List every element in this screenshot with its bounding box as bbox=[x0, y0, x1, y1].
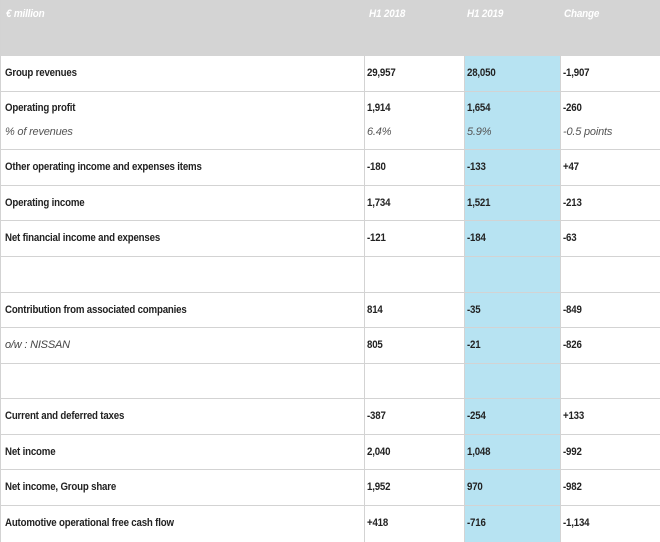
table-row bbox=[1, 435, 660, 470]
cell-h1-2018: 805 bbox=[367, 339, 383, 351]
cell-h1-2018: 29,957 bbox=[367, 67, 396, 79]
cell-change: -1,134 bbox=[563, 517, 590, 529]
row-label: o/w : NISSAN bbox=[5, 339, 70, 351]
cell-h1-2018: +418 bbox=[367, 517, 389, 529]
cell-h1-2019: -21 bbox=[467, 339, 481, 351]
row-label: Automotive operational free cash flow bbox=[5, 517, 174, 529]
column-divider bbox=[364, 56, 365, 542]
cell-h1-2019: -184 bbox=[467, 232, 486, 244]
cell-h1-2019: -254 bbox=[467, 410, 486, 422]
table-row bbox=[1, 221, 660, 257]
cell-change: -1,907 bbox=[563, 67, 590, 79]
row-label: Group revenues bbox=[5, 67, 77, 79]
column-divider bbox=[560, 56, 561, 542]
cell-change: +133 bbox=[563, 410, 585, 422]
table-row bbox=[1, 470, 660, 506]
row-label: Operating profit bbox=[5, 102, 76, 114]
row-label: Net income, Group share bbox=[5, 481, 117, 493]
row-label: Current and deferred taxes bbox=[5, 410, 125, 422]
header-h1-2018: H1 2018 bbox=[369, 8, 406, 20]
cell-change: -982 bbox=[563, 481, 582, 493]
table-header bbox=[1, 0, 660, 56]
cell-sub-change: -0.5 points bbox=[563, 126, 613, 138]
cell-h1-2018: -121 bbox=[367, 232, 386, 244]
cell-h1-2018: -387 bbox=[367, 410, 386, 422]
cell-h1-2018: 814 bbox=[367, 304, 383, 316]
header-h1-2019: H1 2019 bbox=[467, 8, 504, 20]
cell-change: -826 bbox=[563, 339, 582, 351]
table-row bbox=[1, 186, 660, 221]
cell-h1-2019: -716 bbox=[467, 517, 486, 529]
cell-sub-h1-2019: 5.9% bbox=[467, 126, 492, 138]
table-row bbox=[1, 328, 660, 364]
header-change: Change bbox=[564, 8, 600, 20]
table-row bbox=[1, 92, 660, 150]
table-row bbox=[1, 399, 660, 435]
cell-change: -849 bbox=[563, 304, 582, 316]
row-label: Net financial income and expenses bbox=[5, 232, 161, 244]
row-label: Contribution from associated companies bbox=[5, 304, 187, 316]
cell-change: -63 bbox=[563, 232, 577, 244]
row-label: Net income bbox=[5, 446, 56, 458]
cell-h1-2019: 28,050 bbox=[467, 67, 496, 79]
cell-h1-2018: 1,952 bbox=[367, 481, 391, 493]
row-label: Other operating income and expenses items bbox=[5, 161, 202, 173]
table-row-empty bbox=[1, 364, 660, 399]
cell-change: -992 bbox=[563, 446, 582, 458]
cell-change: -213 bbox=[563, 197, 582, 209]
cell-h1-2019: 1,654 bbox=[467, 102, 491, 114]
row-sub-label: % of revenues bbox=[5, 126, 73, 138]
cell-h1-2019: -35 bbox=[467, 304, 481, 316]
column-divider bbox=[464, 56, 465, 542]
cell-h1-2018: 1,734 bbox=[367, 197, 391, 209]
cell-change: -260 bbox=[563, 102, 582, 114]
cell-h1-2019: -133 bbox=[467, 161, 486, 173]
table-row bbox=[1, 293, 660, 328]
table-row bbox=[1, 150, 660, 186]
cell-change: +47 bbox=[563, 161, 579, 173]
cell-h1-2018: 1,914 bbox=[367, 102, 391, 114]
cell-h1-2018: -180 bbox=[367, 161, 386, 173]
row-label: Operating income bbox=[5, 197, 85, 209]
cell-sub-h1-2018: 6.4% bbox=[367, 126, 392, 138]
table-row bbox=[1, 506, 660, 542]
cell-h1-2018: 2,040 bbox=[367, 446, 391, 458]
cell-h1-2019: 970 bbox=[467, 481, 483, 493]
header-unit-label: € million bbox=[6, 8, 45, 20]
cell-h1-2019: 1,048 bbox=[467, 446, 491, 458]
cell-h1-2019: 1,521 bbox=[467, 197, 491, 209]
table-row-empty bbox=[1, 257, 660, 293]
table-row bbox=[1, 56, 660, 92]
